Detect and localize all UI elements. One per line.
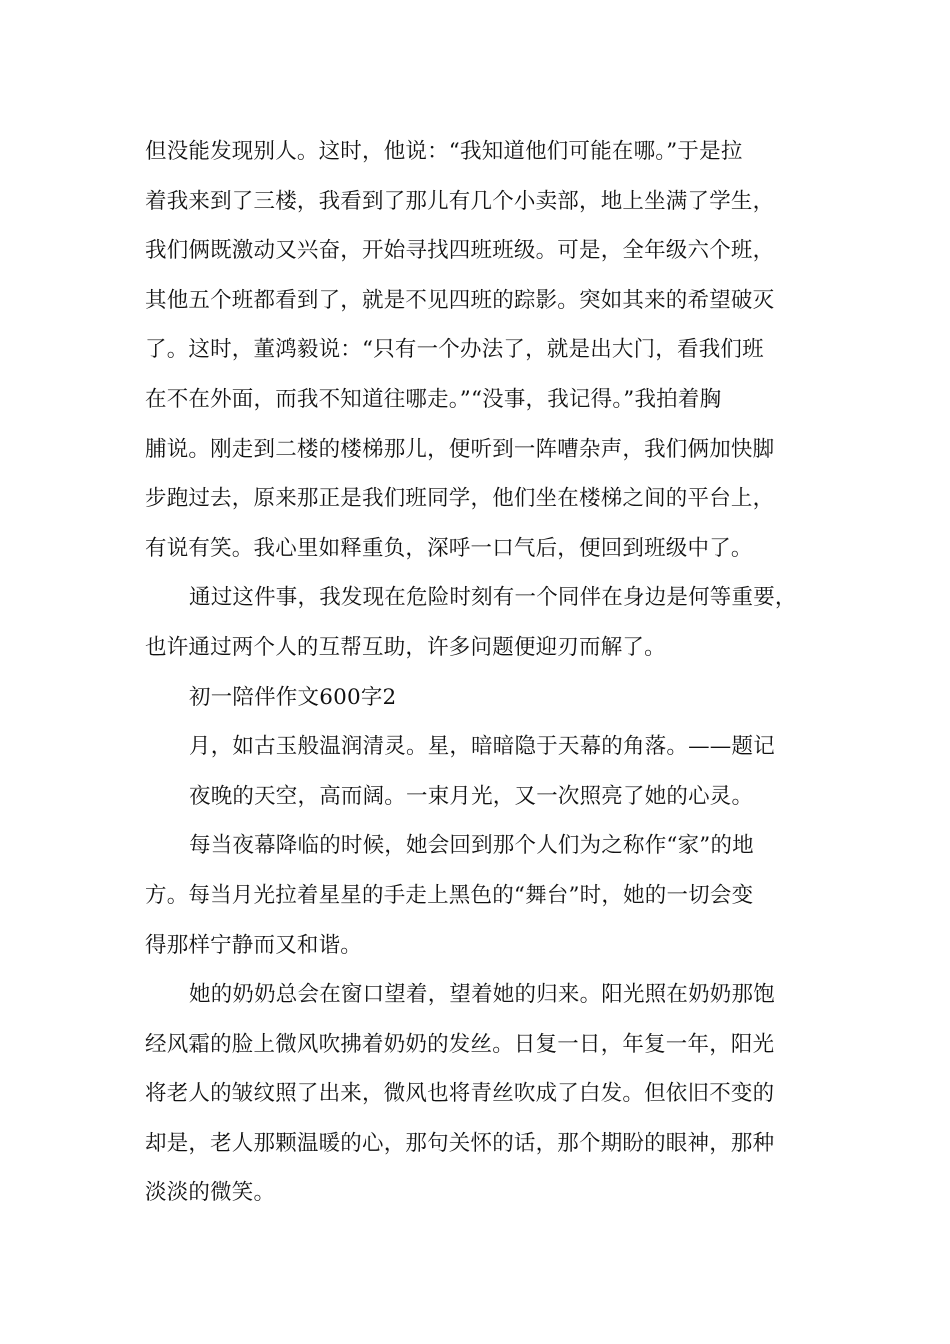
text-line: 月，如古玉般温润清灵。星，暗暗隐于天幕的角落。——题记 (189, 734, 775, 760)
section-heading: 初一陪伴作文600字2 (189, 684, 397, 710)
text-line: 着我来到了三楼，我看到了那儿有几个小卖部，地上坐满了学生， (145, 188, 775, 214)
text-line: 了。这时，董鸿毅说：“只有一个办法了，就是出大门，看我们班 (145, 337, 764, 363)
text-line: 将老人的皱纹照了出来，微风也将青丝吹成了白发。但依旧不变的 (145, 1081, 775, 1107)
text-line: 却是，老人那颗温暖的心，那句关怀的话，那个期盼的眼神，那种 (145, 1130, 775, 1156)
text-line: 步跑过去，原来那正是我们班同学，他们坐在楼梯之间的平台上， (145, 486, 775, 512)
text-line: 夜晚的天空，高而阔。一束月光，又一次照亮了她的心灵。 (189, 783, 754, 809)
text-line: 通过这件事，我发现在危险时刻有一个同伴在身边是何等重要， (189, 585, 797, 611)
text-line: 她的奶奶总会在窗口望着，望着她的归来。阳光照在奶奶那饱 (189, 982, 775, 1008)
text-line: 也许通过两个人的互帮互助，许多问题便迎刃而解了。 (145, 634, 666, 660)
text-line: 我们俩既激动又兴奋，开始寻找四班班级。可是，全年级六个班， (145, 238, 775, 264)
text-line: 方。每当月光拉着星星的手走上黑色的“舞台”时，她的一切会变 (145, 882, 754, 908)
text-line: 淡淡的微笑。 (145, 1180, 276, 1206)
text-line: 有说有笑。我心里如释重负，深呼一口气后，便回到班级中了。 (145, 535, 753, 561)
text-line: 脯说。刚走到二楼的楼梯那儿，便听到一阵嘈杂声，我们俩加快脚 (145, 436, 775, 462)
text-line: 得那样宁静而又和谐。 (145, 932, 363, 958)
text-line: 每当夜幕降临的时候，她会回到那个人们为之称作“家”的地 (189, 833, 754, 859)
text-line: 经风霜的脸上微风吹拂着奶奶的发丝。日复一日，年复一年，阳光 (145, 1031, 775, 1057)
text-line: 但没能发现别人。这时，他说：“我知道他们可能在哪。”于是拉 (145, 139, 743, 164)
text-line: 在不在外面，而我不知道往哪走。”“没事，我记得。”我拍着胸 (145, 386, 722, 412)
body-text (145, 127, 825, 1218)
text-line: 其他五个班都看到了，就是不见四班的踪影。突如其来的希望破灭 (145, 287, 775, 313)
